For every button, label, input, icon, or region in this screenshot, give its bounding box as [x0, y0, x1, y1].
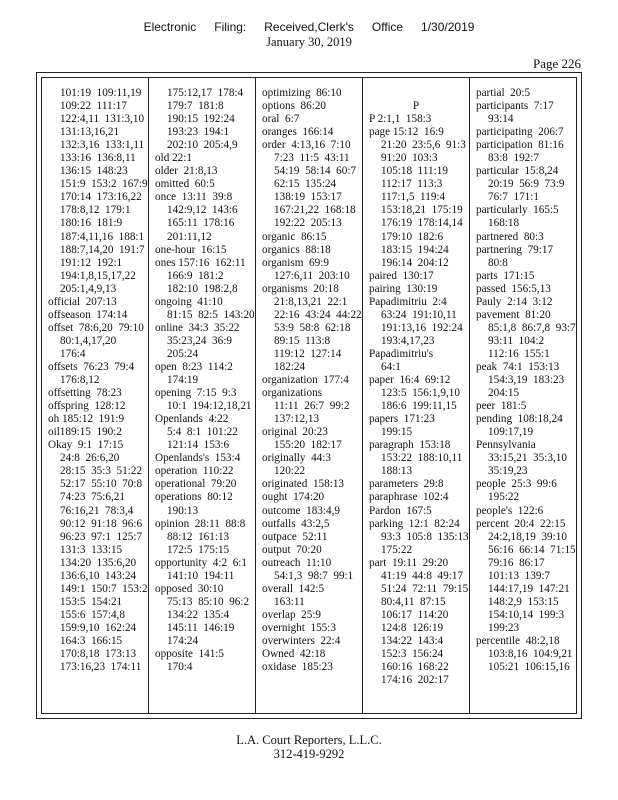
index-continuation-line: 106:17 114:20: [381, 608, 449, 621]
filing-stamp: [0, 20, 618, 34]
index-entry-line: peak 74:1 153:13: [476, 360, 560, 373]
index-continuation-line: 75:13 85:10 96:2: [167, 595, 250, 608]
index-continuation-line: 182:10 198:2,8: [167, 282, 238, 295]
index-entry-line: Papadimitriu 2:4: [369, 295, 447, 308]
index-entry-line: peer 181:5: [476, 400, 527, 413]
index-continuation-line: 170:8,18 173:13: [60, 648, 137, 661]
index-continuation-line: 164:3 166:15: [60, 634, 123, 647]
index-continuation-line: 174:19: [167, 374, 199, 387]
received-label: Received,Clerk's: [264, 20, 354, 34]
index-entry-line: percent 20:4 22:15: [476, 517, 566, 530]
index-letter-heading: P: [412, 100, 420, 113]
index-continuation-line: 74:23 75:6,21: [60, 491, 125, 504]
index-entry-line: optimizing 86:10: [262, 87, 342, 99]
index-continuation-line: 160:16 168:22: [381, 661, 449, 674]
index-entry-line: Pauly 2:14 3:12: [476, 295, 553, 308]
index-continuation-line: 153:5 154:21: [60, 595, 123, 608]
index-continuation-line: 131:3 133:15: [60, 543, 123, 556]
index-entry-line: organisms 20:18: [262, 282, 339, 295]
index-entry-line: part 19:11 29:20: [369, 556, 449, 569]
index-continuation-line: 163:11: [274, 595, 305, 608]
index-continuation-line: 199:23: [488, 621, 520, 634]
index-entry-line: Openlands 4:22: [155, 413, 229, 426]
document-date: January 30, 2019: [266, 35, 352, 49]
index-continuation-line: 134:22 143:4: [381, 634, 444, 647]
index-continuation-line: 22:16 43:24 44:22: [274, 308, 362, 321]
index-continuation-line: 53:9 58:8 62:18: [274, 321, 351, 334]
index-entry-line: organics 88:18: [262, 243, 331, 256]
index-continuation-line: 112:17 113:3: [381, 178, 443, 191]
index-continuation-line: 109:22 111:17: [60, 100, 127, 113]
index-entry-line: outreach 11:10: [262, 556, 332, 569]
index-continuation-line: 90:12 91:18 96:6: [60, 517, 143, 530]
court-reporter-name: L.A. Court Reporters, L.L.C.: [236, 733, 382, 747]
index-continuation-line: 186:6 199:11,15: [381, 400, 457, 413]
index-entry-line: official 207:13: [48, 295, 117, 308]
index-entry-line: overlap 25:9: [262, 608, 322, 621]
index-entry-line: Openlands's 153:4: [155, 452, 241, 465]
index-continuation-line: 103:8,16 104:9,21: [488, 648, 573, 661]
index-continuation-line: 174:16 202:17: [381, 674, 449, 687]
index-entry-line: papers 171:23: [369, 413, 435, 426]
index-continuation-line: 134:20 135:6,20: [60, 556, 137, 569]
index-entry-line: offspring 128:12: [48, 400, 126, 413]
index-continuation-line: 192:22 205:13: [274, 217, 342, 230]
index-entry-line: outfalls 43:2,5: [262, 517, 330, 530]
index-continuation-line: 80:8: [488, 256, 508, 269]
index-entry-line: offseason 174:14: [48, 308, 128, 321]
index-continuation-line: 122:4,11 131:3,10: [60, 113, 145, 126]
index-entry-line: participating 206:7: [476, 126, 564, 139]
index-continuation-line: 178:8,12 179:1: [60, 204, 131, 217]
index-continuation-line: 190:13: [167, 504, 199, 517]
index-continuation-line: 166:9 181:2: [167, 269, 224, 282]
index-continuation-line: 35:19,23: [488, 465, 528, 478]
index-continuation-line: 179:7 181:8: [167, 100, 224, 113]
index-entry-line: passed 156:5,13: [476, 282, 551, 295]
index-continuation-line: 173:16,23 174:11: [60, 661, 142, 674]
index-entry-line: options 86:20: [262, 100, 327, 113]
index-continuation-line: 172:5 175:15: [167, 543, 230, 556]
filing-header: [0, 20, 618, 49]
index-entry-line: partnered 80:3: [476, 230, 544, 243]
index-entry-line: order 4:13,16 7:10: [262, 139, 351, 152]
index-entry-line: Okay 9:1 17:15: [48, 439, 124, 452]
index-column: [149, 78, 256, 713]
index-continuation-line: 141:10 194:11: [167, 569, 235, 582]
index-continuation-line: 91:20 103:3: [381, 152, 438, 165]
index-continuation-line: 79:16 86:17: [488, 556, 545, 569]
index-continuation-line: 195:22: [488, 491, 520, 504]
index-continuation-line: 148:2,9 153:15: [488, 595, 559, 608]
index-continuation-line: 121:14 153:6: [167, 439, 230, 452]
index-entry-line: parts 171:15: [476, 269, 535, 282]
index-continuation-line: 165:11 178:16: [167, 217, 235, 230]
index-entry-line: once 13:11 39:8: [155, 191, 233, 204]
index-continuation-line: 41:19 44:8 49:17: [381, 569, 464, 582]
index-continuation-line: 188:13: [381, 465, 413, 478]
index-continuation-line: 153:18,21 175:19: [381, 204, 463, 217]
index-entry-line: opposed 30:10: [155, 582, 224, 595]
index-continuation-line: 62:15 135:24: [274, 178, 337, 191]
index-entry-line: original 20:23: [262, 426, 328, 439]
index-entry-line: particular 15:8,24: [476, 165, 559, 178]
index-continuation-line: 159:9,10 162:24: [60, 621, 137, 634]
index-entry-line: paper 16:4 69:12: [369, 374, 451, 387]
index-continuation-line: 54:1,3 98:7 99:1: [274, 569, 354, 582]
index-continuation-line: 124:8 126:19: [381, 621, 444, 634]
index-continuation-line: 93:3 105:8 135:13: [381, 530, 469, 543]
index-entry-line: originally 44:3: [262, 452, 331, 465]
index-entry-line: pavement 81:20: [476, 308, 551, 321]
index-continuation-line: 54:19 58:14 60:7: [274, 165, 357, 178]
index-continuation-line: 120:22: [274, 465, 306, 478]
index-continuation-line: 20:19 56:9 73:9: [488, 178, 565, 191]
index-continuation-line: 109:17,19: [488, 426, 534, 439]
index-entry-line: organic 86:15: [262, 230, 327, 243]
index-continuation-line: 191:13,16 192:24: [381, 321, 463, 334]
index-entry-line: opposite 141:5: [155, 648, 224, 661]
index-continuation-line: 21:8,13,21 22:1: [274, 295, 348, 308]
index-continuation-line: 170:4: [167, 661, 193, 674]
index-continuation-line: 170:14 173:16,22: [60, 191, 142, 204]
index-continuation-line: 154:3,19 183:23: [488, 374, 565, 387]
index-entry-line: page 15:12 16:9: [369, 126, 444, 139]
index-entry-line: Pardon 167:5: [369, 504, 432, 517]
index-entry-line: operation 110:22: [155, 465, 234, 478]
index-continuation-line: 152:3 156:24: [381, 648, 444, 661]
index-entry-line: parameters 29:8: [369, 478, 444, 491]
index-continuation-line: 28:15 35:3 51:22: [60, 465, 143, 478]
office-date: 1/30/2019: [421, 20, 475, 34]
index-entry-line: overall 142:5: [262, 582, 325, 595]
index-entry-line: opportunity 4:2 6:1: [155, 556, 247, 569]
index-continuation-line: 201:11,12: [167, 230, 212, 243]
index-continuation-line: 155:6 157:4,8: [60, 608, 125, 621]
index-continuation-line: 33:15,21 35:3,10: [488, 452, 567, 465]
index-entry-line: percentile 48:2,18: [476, 634, 560, 647]
index-continuation-line: 202:10 205:4,9: [167, 139, 238, 152]
index-entry-line: outcome 183:4,9: [262, 504, 340, 517]
index-entry-line: old 22:1: [155, 152, 192, 165]
index-continuation-line: 123:5 156:1,9,10: [381, 387, 460, 400]
index-continuation-line: 80:1,4,17,20: [60, 334, 117, 347]
office-label: Office: [371, 20, 404, 34]
index-continuation-line: 137:12,13: [274, 413, 320, 426]
index-entry-line: partnering 79:17: [476, 243, 554, 256]
index-continuation-line: 175:22: [381, 543, 413, 556]
index-entry-line: parking 12:1 82:24: [369, 517, 460, 530]
index-continuation-line: 81:15 82:5 143:20: [167, 308, 255, 321]
index-continuation-line: 205:24: [167, 347, 199, 360]
index-entry-line: ongoing 41:10: [155, 295, 223, 308]
index-entry-line: offsetting 78:23: [48, 387, 122, 400]
index-continuation-line: 101:19 109:11,19: [60, 87, 142, 99]
index-continuation-line: 56:16 66:14 71:15: [488, 543, 576, 556]
index-continuation-line: 136:15 148:23: [60, 165, 128, 178]
index-continuation-line: 83:8 192:7: [488, 152, 539, 165]
index-continuation-line: 5:4 8:1 101:22: [167, 426, 238, 439]
index-continuation-line: 88:12 161:13: [167, 530, 230, 543]
index-continuation-line: 11:11 26:7 99:2: [274, 400, 350, 413]
index-column: [363, 78, 470, 713]
index-continuation-line: 153:22 188:10,11: [381, 452, 463, 465]
index-continuation-line: 21:20 23:5,6 91:3: [381, 139, 466, 152]
index-entry-line: originated 158:13: [262, 478, 345, 491]
index-continuation-line: 205:1,4,9,13: [60, 282, 117, 295]
index-entry-line: offset 78:6,20 79:10: [48, 321, 144, 334]
index-entry-line: opinion 28:11 88:8: [155, 517, 246, 530]
index-entry-line: pairing 130:19: [369, 282, 438, 295]
index-column: [470, 78, 576, 713]
index-continuation-line: 144:17,19 147:21: [488, 582, 570, 595]
index-entry-line: oral 6:7: [262, 113, 300, 126]
index-entry-line: oh 185:12 191:9: [48, 413, 125, 426]
index-entry-line: paraphrase 102:4: [369, 491, 449, 504]
index-continuation-line: 24:2,18,19 39:10: [488, 530, 567, 543]
index-continuation-line: 101:13 139:7: [488, 569, 551, 582]
index-continuation-line: 142:9,12 143:6: [167, 204, 238, 217]
index-entry-line: organizations: [262, 387, 323, 400]
index-continuation-line: 175:12,17 178:4: [167, 87, 244, 99]
index-continuation-line: 127:6,11 203:10: [274, 269, 350, 282]
index-continuation-line: 63:24 191:10,11: [381, 308, 457, 321]
index-continuation-line: 167:21,22 168:18: [274, 204, 356, 217]
index-entry-line: oil189:15 190:2: [48, 426, 122, 439]
index-entry-line: people's 122:6: [476, 504, 544, 517]
index-continuation-line: 52:17 55:10 70:8: [60, 478, 143, 491]
filing-label: Electronic: [143, 20, 197, 34]
index-continuation-line: 176:19 178:14,14: [381, 217, 463, 230]
index-entry-line: P 2:1,1 158:3: [369, 113, 432, 126]
index-continuation-line: 174:24: [167, 634, 199, 647]
index-continuation-line: 179:10 182:6: [381, 230, 444, 243]
index-entry-line: [369, 87, 469, 100]
index-entry-line: Papadimitriu's: [369, 347, 434, 360]
index-continuation-line: 154:10,14 199:3: [488, 608, 565, 621]
index-continuation-line: 196:14 204:12: [381, 256, 449, 269]
index-entry-line: organism 69:9: [262, 256, 329, 269]
court-reporter-phone: 312-419-9292: [273, 747, 345, 761]
index-entry-line: opening 7:15 9:3: [155, 387, 237, 400]
index-continuation-line: 176:8,12: [60, 374, 100, 387]
index-entry-line: particularly 165:5: [476, 204, 559, 217]
index-entry-line: paragraph 153:18: [369, 439, 451, 452]
index-entry-line: overnight 155:3: [262, 621, 336, 634]
index-continuation-line: 131:13,16,21: [60, 126, 120, 139]
index-continuation-line: 93:14: [488, 113, 514, 126]
index-continuation-line: 76:7 171:1: [488, 191, 539, 204]
index-continuation-line: 155:20 182:17: [274, 439, 342, 452]
index-entry-line: oranges 166:14: [262, 126, 334, 139]
index-continuation-line: 134:22 135:4: [167, 608, 230, 621]
index-entry-line: ought 174:20: [262, 491, 325, 504]
index-entry-line: Pennsylvania: [476, 439, 536, 452]
index-continuation-line: 180:16 181:9: [60, 217, 123, 230]
index-continuation-line: 76:16,21 78:3,4: [60, 504, 134, 517]
index-continuation-line: 112:16 155:1: [488, 347, 550, 360]
index-continuation-line: 194:1,8,15,17,22: [60, 269, 136, 282]
index-continuation-line: 133:16 136:8,11: [60, 152, 136, 165]
index-continuation-line: 204:15: [488, 387, 520, 400]
index-continuation-line: 151:9 153:2 167:9: [60, 178, 148, 191]
footer: [0, 733, 618, 761]
index-continuation-line: 89:15 113:8: [274, 334, 331, 347]
index-entry-line: one-hour 16:15: [155, 243, 227, 256]
index-continuation-line: 145:11 146:19: [167, 621, 235, 634]
index-entry-line: output 70:20: [262, 543, 322, 556]
index-continuation-line: 51:24 72:11 79:15: [381, 582, 469, 595]
index-entry-line: offsets 76:23 79:4: [48, 360, 135, 373]
index-continuation-line: 105:21 106:15,16: [488, 661, 570, 674]
index-frame: [36, 72, 582, 719]
index-continuation-line: 24:8 26:6,20: [60, 452, 120, 465]
index-continuation-line: 193:23 194:1: [167, 126, 230, 139]
index-continuation-line: 96:23 97:1 125:7: [60, 530, 143, 543]
page-number: Page 226: [532, 56, 581, 71]
index-continuation-line: 190:15 192:24: [167, 113, 235, 126]
index-entry-line: open 8:23 114:2: [155, 360, 233, 373]
index-entry-line: pending 108:18,24: [476, 413, 563, 426]
index-continuation-line: 80:4,11 87:15: [381, 595, 446, 608]
index-continuation-line: 199:15: [381, 426, 413, 439]
index-entry-line: oxidase 185:23: [262, 661, 333, 674]
index-continuation-line: 105:18 111:19: [381, 165, 448, 178]
index-continuation-line: 138:19 153:17: [274, 191, 342, 204]
index-continuation-line: 117:1,5 119:4: [381, 191, 446, 204]
index-entry-line: Owned 42:18: [262, 648, 326, 661]
index-entry-line: people 25:3 99:6: [476, 478, 557, 491]
index-continuation-line: 35:23,24 36:9: [167, 334, 232, 347]
index-continuation-line: 85:1,8 86:7,8 93:7: [488, 321, 576, 334]
index-continuation-line: 10:1 194:12,18,21: [167, 400, 252, 413]
index-entry-line: participants 7:17: [476, 100, 554, 113]
index-continuation-line: 136:6,10 143:24: [60, 569, 137, 582]
index-entry-line: participation 81:16: [476, 139, 564, 152]
index-continuation-line: 7:23 11:5 43:11: [274, 152, 350, 165]
index-continuation-line: 183:15 194:24: [381, 243, 449, 256]
index-continuation-line: 193:4,17,23: [381, 334, 435, 347]
index-continuation-line: 132:3,16 133:1,11: [60, 139, 145, 152]
index-continuation-line: 93:11 104:2: [488, 334, 545, 347]
index-entry-line: ones 157:16 162:11: [155, 256, 246, 269]
index-column: [42, 78, 149, 713]
index-continuation-line: 119:12 127:14: [274, 347, 342, 360]
index-continuation-line: 149:1 150:7 153:2: [60, 582, 148, 595]
index-entry-line: partial 20:5: [476, 87, 531, 99]
index-continuation-line: 188:7,14,20 191:7: [60, 243, 145, 256]
index-entry-line: organization 177:4: [262, 374, 349, 387]
index-entry-line: outpace 52:11: [262, 530, 328, 543]
index-entry-line: online 34:3 35:22: [155, 321, 240, 334]
index-continuation-line: 168:18: [488, 217, 520, 230]
index-continuation-line: 176:4: [60, 347, 86, 360]
index-entry-line: operational 79:20: [155, 478, 237, 491]
index-continuation-line: 187:4,11,16 188:1: [60, 230, 145, 243]
index-entry-line: operations 80:12: [155, 491, 233, 504]
index-column: [256, 78, 363, 713]
index-table: [41, 77, 577, 714]
index-continuation-line: 191:12 192:1: [60, 256, 123, 269]
index-entry-line: overwinters 22:4: [262, 634, 341, 647]
index-entry-line: older 21:8,13: [155, 165, 218, 178]
index-continuation-line: 64:1: [381, 360, 401, 373]
index-continuation-line: 182:24: [274, 360, 306, 373]
filing-word: Filing:: [214, 20, 247, 34]
index-entry-line: paired 130:17: [369, 269, 434, 282]
index-entry-line: omitted 60:5: [155, 178, 215, 191]
